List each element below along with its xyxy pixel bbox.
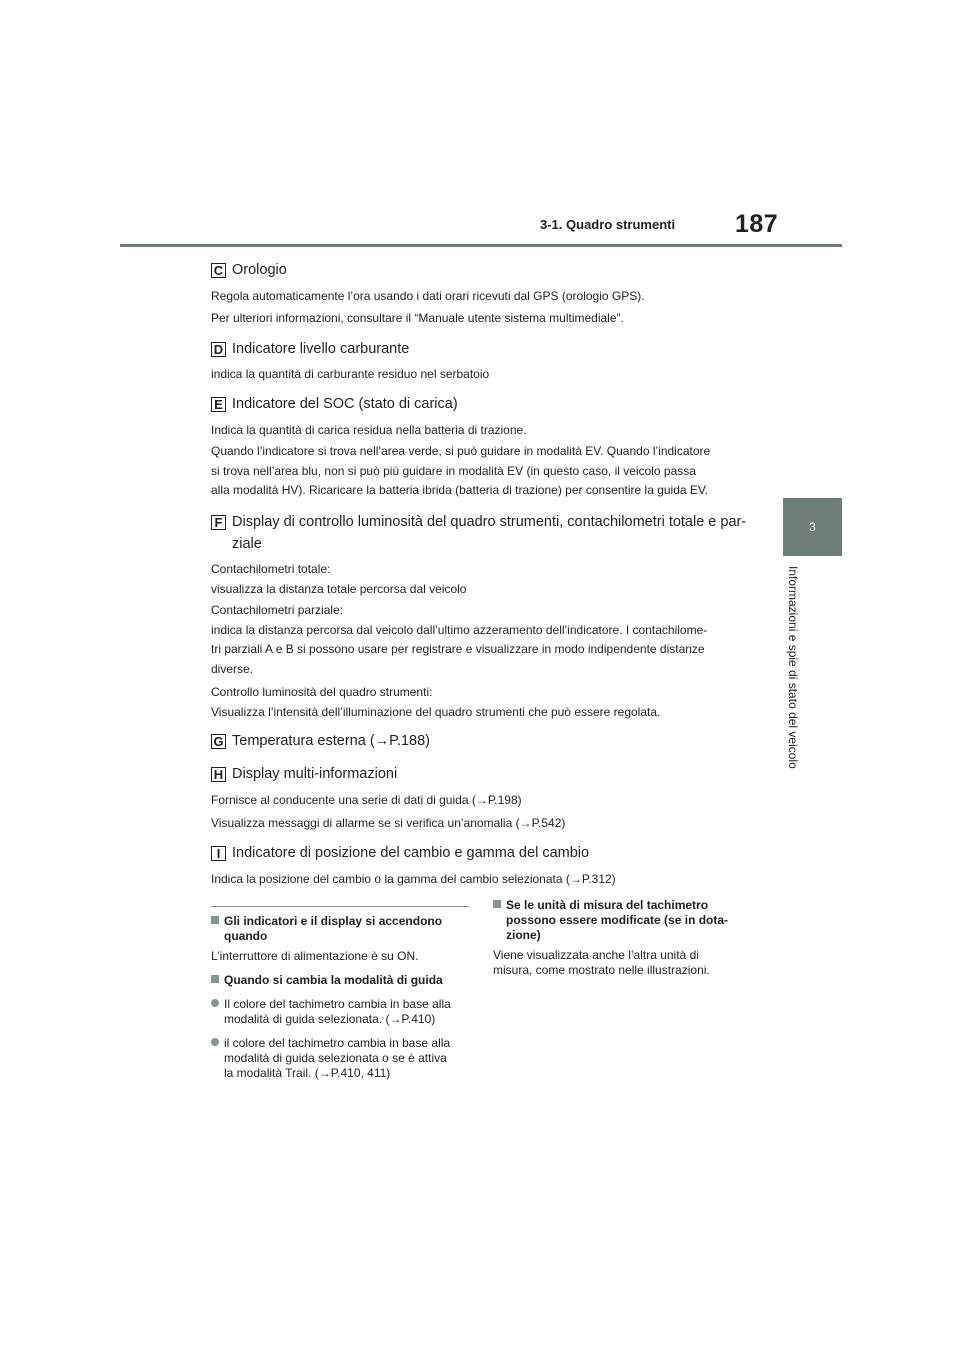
section-g-heading [211,731,430,751]
section-d-text-1: indica la quantità di carburante residuo nel serbatoio [211,367,490,381]
note-units-text-line-1: Viene visualizzata anche l’altra unità di [493,948,699,962]
note-units-text [493,948,751,978]
section-e-text-2-line-3: alla modalità HV). Ricaricare la batteria ibrida (batteria di trazione) per consentire la guida EV. [211,483,709,497]
square-bullet-icon [211,916,219,924]
note-bullet-2-line-2: modalità di guida selezionata o se è attiva [224,1051,447,1065]
note-heading-drive-mode [211,973,469,988]
section-f-title-line-2: ziale [232,536,262,552]
section-f-heading [211,512,746,532]
section-f-brightness [211,683,751,722]
note-power-on: L’interruttore di alimentazione è su ON. [211,949,419,963]
note-heading-units [493,898,751,943]
note-heading-units-line-3: zione) [506,928,541,942]
section-c-heading [211,260,287,280]
note-bullet-1-line-1: Il colore del tachimetro cambia in base alla [224,997,451,1011]
square-bullet-icon [493,900,501,908]
section-c-title: Orologio [232,262,287,278]
tripmeter-text-line-1: indica la distanza percorsa dal veicolo dall’ultimo azzeramento dell’indicatore. I contachilome- [211,622,708,637]
section-f-tripmeter [211,601,751,679]
chapter-tab [783,498,842,556]
badge-i: I [211,846,226,861]
section-e-text-1: Indica la quantità di carica residua nella batteria di trazione. [211,423,527,437]
odometer-text: visualizza la distanza totale percorsa dal veicolo [211,581,467,596]
section-h-title: Display multi-informazioni [232,766,398,782]
badge-e: E [211,397,226,412]
note-bullet-2-line-1: il colore del tachimetro cambia in base alla [224,1036,451,1050]
odometer-label: Contachilometri totale: [211,562,331,576]
badge-g: G [211,734,226,749]
brightness-text: Visualizza l’intensità dell’illuminazione del quadro strumenti che può essere regolata. [211,704,661,719]
page-number: 187 [735,210,779,238]
note-heading-units-line-2: possono essere modificate (se in dota- [506,913,729,927]
note-bullet-2-line-3: la modalità Trail. (→P.410, 411) [224,1066,391,1080]
section-e-text-2-line-2: si trova nell’area blu, non si può più guidare in modalità EV (in questo caso, il veicolo passa [211,463,696,478]
note-heading-indicators-line-1: Gli indicatori e il display si accendono [224,914,443,928]
square-bullet-icon [211,975,219,983]
section-c-text-1: Regola automaticamente l’ora usando i dati orari ricevuti dal GPS (orologio GPS). [211,289,645,303]
note-bullet-1 [211,997,469,1027]
badge-f: F [211,515,226,530]
note-heading-indicators-line-2: quando [224,929,268,943]
section-c-text-2: Per ulteriori informazioni, consultare il “Manuale utente sistema multimediale”. [211,311,624,325]
section-f-odometer [211,560,751,599]
section-d-heading [211,339,409,359]
section-e-text-2 [211,442,751,501]
tripmeter-label: Contachilometri parziale: [211,603,344,617]
circle-bullet-icon [211,1038,219,1046]
notes-left-column [211,914,469,1081]
section-f-title-line-1: Display di controllo luminosità del quadro strumenti, contachilometri totale e par- [232,514,747,530]
section-i-text-1: Indica la posizione del cambio o la gamma del cambio selezionata (→P.312) [211,872,616,886]
section-h-text-1: Fornisce al conducente una serie di dati di guida (→P.198) [211,793,522,807]
brightness-label: Controllo luminosità del quadro strumenti: [211,685,433,699]
chapter-number: 3 [809,520,816,534]
section-i-title: Indicatore di posizione del cambio e gamma del cambio [232,845,590,861]
note-units-text-line-2: misura, come mostrato nelle illustrazioni. [493,963,710,977]
section-e-title: Indicatore del SOC (stato di carica) [232,396,458,412]
section-h-text-2: Visualizza messaggi di allarme se si verifica un’anomalia (→P.542) [211,816,566,830]
badge-d: D [211,342,226,357]
note-bullet-2 [211,1036,469,1081]
notes-right-column [493,898,751,978]
section-d-title: Indicatore livello carburante [232,341,410,357]
section-h-heading [211,764,397,784]
note-bullet-1-line-2: modalità di guida selezionata. (→P.410) [224,1012,436,1026]
tripmeter-text-line-3: diverse. [211,661,254,676]
circle-bullet-icon [211,999,219,1007]
section-g-title: Temperatura esterna (→P.188) [232,733,431,749]
note-heading-units-line-1: Se le unità di misura del tachimetro [506,898,709,912]
section-e-heading [211,394,458,414]
chapter-title-vertical [773,566,813,806]
note-heading-indicators [211,914,469,944]
section-e-text-2-line-1: Quando l’indicatore si trova nell’area verde, si può guidare in modalità EV. Quando l’indicatore [211,444,711,458]
section-i-heading [211,843,589,863]
tripmeter-text-line-2: tri parziali A e B si possono usare per registrare e visualizzare in modo indipendente distanze [211,642,705,656]
notes-rule [211,906,469,907]
section-title: 3-1. Quadro strumenti [540,217,676,232]
note-heading-drive-mode-text: Quando si cambia la modalità di guida [224,973,443,987]
header-rule [120,244,842,247]
badge-h: H [211,767,226,782]
badge-c: C [211,263,226,278]
chapter-title: Informazioni e spie di stato del veicolo [786,566,800,769]
